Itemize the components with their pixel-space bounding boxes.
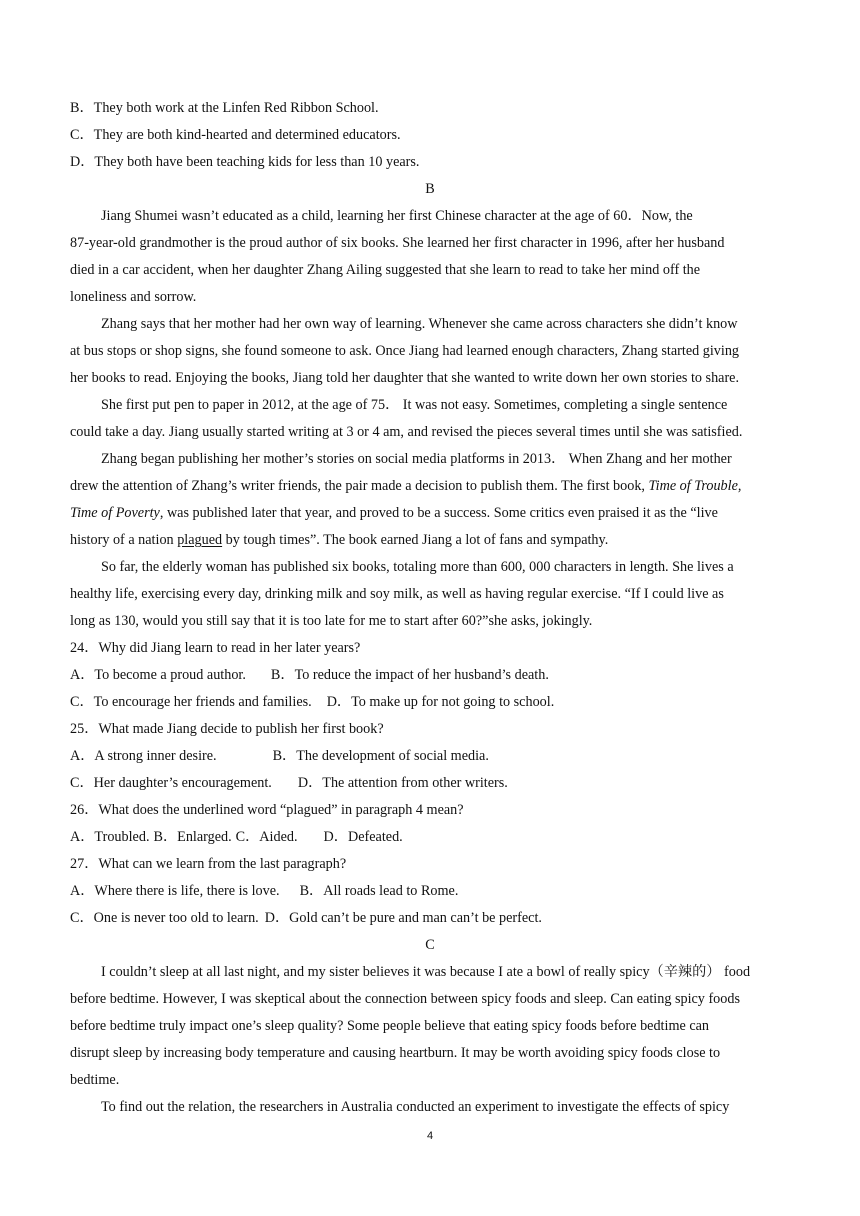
paragraph-line: died in a car accident, when her daughter Zhang Ailing suggested that she learn to read to take her mind off the: [70, 262, 701, 278]
option-c: C．One is never too old to learn.: [70, 910, 259, 926]
question-27-stem: 27．What can we learn from the last paragraph?: [70, 856, 347, 872]
question-options-row: [70, 746, 489, 766]
book-title: Time of Poverty: [70, 505, 160, 521]
option-b: B．All roads lead to Rome.: [299, 883, 459, 899]
underlined-word: plagued: [177, 532, 223, 548]
option-c: C．To encourage her friends and families.: [70, 694, 312, 710]
option-a: A．A strong inner desire.: [70, 748, 217, 764]
paragraph-line: bedtime.: [70, 1072, 120, 1088]
option-a: A．Troubled.: [70, 829, 150, 845]
text-run: history of a nation: [70, 532, 178, 548]
question-25-stem: 25．What made Jiang decide to publish her first book?: [70, 721, 384, 737]
option-a: A．To become a proud author.: [70, 667, 246, 683]
q23-option-b: B．They both work at the Linfen Red Ribbon School.: [70, 100, 379, 116]
option-b: B．To reduce the impact of her husband’s death.: [270, 667, 549, 683]
paragraph-line: [70, 530, 608, 550]
paragraph-line: before bedtime. However, I was skeptical about the connection between spicy foods and sleep. Can eating spicy foods: [70, 991, 740, 1007]
section-b-heading: B: [425, 181, 435, 197]
paragraph-line: I couldn’t sleep at all last night, and my sister believes it was because I ate a bowl of really spicy（辛辣的） food: [101, 964, 751, 980]
paragraph-line: To find out the relation, the researchers in Australia conducted an experiment to investigate the effects of spicy: [101, 1099, 730, 1115]
paragraph-line: Zhang says that her mother had her own way of learning. Whenever she came across characters she didn’t know: [101, 316, 738, 332]
q23-option-c: C．They are both kind-hearted and determined educators.: [70, 127, 401, 143]
book-title: Time of Trouble,: [648, 478, 742, 494]
text-run: , was published later that year, and proved to be a success. Some critics even praised it as the “live: [159, 505, 718, 521]
text-run: drew the attention of Zhang’s writer friends, the pair made a decision to publish them. The first book,: [70, 478, 649, 494]
question-options-row: [70, 665, 549, 685]
option-d: D．To make up for not going to school.: [326, 694, 555, 710]
paragraph-line: her books to read. Enjoying the books, Jiang told her daughter that she wanted to write down her own stories to share.: [70, 370, 740, 386]
paragraph-line: Zhang began publishing her mother’s stories on social media platforms in 2013． When Zhang and her mother: [101, 451, 732, 467]
question-options-row: [70, 881, 458, 901]
paragraph-line: Jiang Shumei wasn’t educated as a child, learning her first Chinese character at the age of 60．Now, the: [101, 208, 693, 224]
option-b: B．Enlarged.: [153, 829, 232, 845]
question-options-row: [70, 908, 542, 928]
paragraph-line: [70, 476, 741, 496]
page-number: 4: [426, 1130, 434, 1142]
question-options-row: [70, 773, 508, 793]
paragraph-line: disrupt sleep by increasing body temperature and causing heartburn. It may be worth avoiding spicy foods close to: [70, 1045, 721, 1061]
text-run: by tough times”. The book earned Jiang a lot of fans and sympathy.: [222, 532, 609, 548]
paragraph-line: 87-year-old grandmother is the proud author of six books. She learned her first character in 1996, after her husband: [70, 235, 725, 251]
paragraph-line: long as 130, would you still say that it is too late for me to start after 60?”she asks, jokingly.: [70, 613, 593, 629]
paragraph-line: could take a day. Jiang usually started writing at 3 or 4 am, and revised the pieces several times until she was satisfied.: [70, 424, 743, 440]
question-options-row: [70, 827, 403, 847]
paragraph-line: before bedtime truly impact one’s sleep quality? Some people believe that eating spicy foods before bedtime can: [70, 1018, 710, 1034]
paragraph-line: healthy life, exercising every day, drinking milk and soy milk, as well as having regular exercise. “If I could live as: [70, 586, 724, 602]
option-a: A．Where there is life, there is love.: [70, 883, 280, 899]
option-d: D．Gold can’t be pure and man can’t be perfect.: [264, 910, 542, 926]
question-options-row: [70, 692, 554, 712]
section-c-heading: C: [425, 937, 435, 953]
paragraph-line: at bus stops or shop signs, she found someone to ask. Once Jiang had learned enough characters, Zhang started giving: [70, 343, 740, 359]
paragraph-line: So far, the elderly woman has published six books, totaling more than 600, 000 characters in length. She lives a: [101, 559, 734, 575]
question-24-stem: 24．Why did Jiang learn to read in her later years?: [70, 640, 361, 656]
paragraph-line: She first put pen to paper in 2012, at the age of 75． It was not easy. Sometimes, completing a single sentence: [101, 397, 728, 413]
paragraph-line: [70, 503, 718, 523]
option-b: B．The development of social media.: [272, 748, 489, 764]
option-c: C．Her daughter’s encouragement.: [70, 775, 272, 791]
paragraph-line: loneliness and sorrow.: [70, 289, 197, 305]
question-26-stem: 26．What does the underlined word “plagued” in paragraph 4 mean?: [70, 802, 464, 818]
option-d: D．Defeated.: [323, 829, 403, 845]
option-d: D．The attention from other writers.: [297, 775, 508, 791]
q23-option-d: D．They both have been teaching kids for less than 10 years.: [70, 154, 420, 170]
option-c: C．Aided.: [235, 829, 298, 845]
